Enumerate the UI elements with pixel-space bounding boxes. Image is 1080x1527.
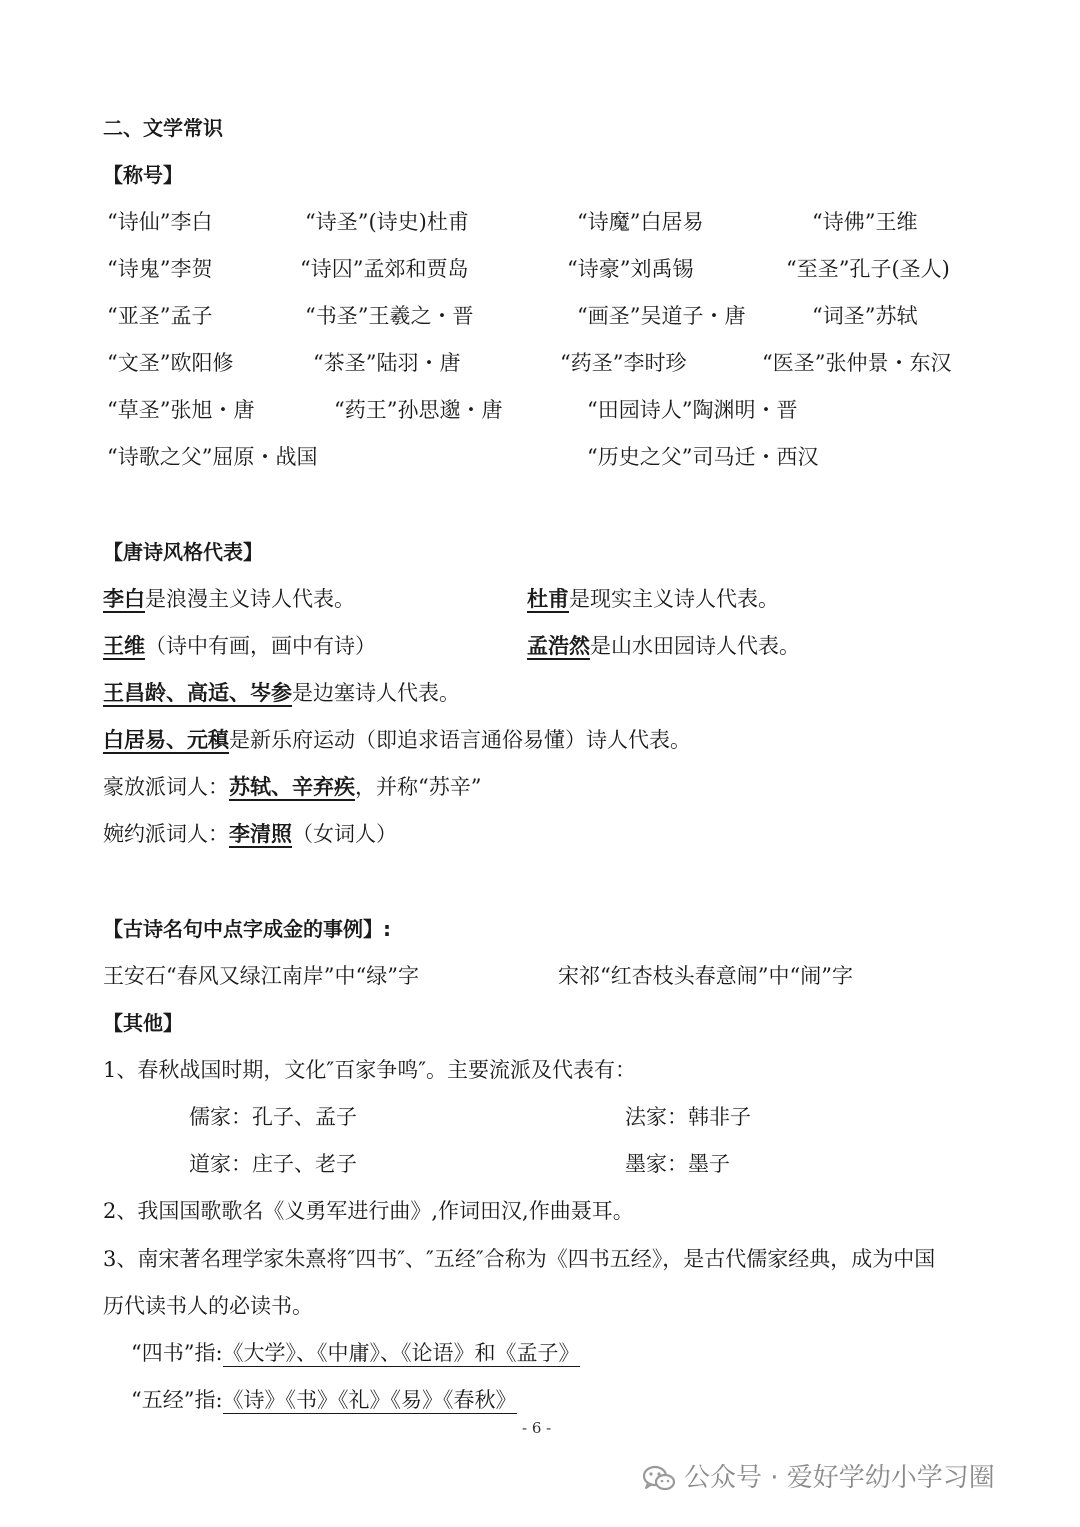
sishu-value: 《大学》、《中庸》、《论语》和《孟子》 <box>222 1341 580 1365</box>
other-item-3-line-1: 3、南宋著名理学家朱熹将″四书″、″五经″合称为《四书五经》，是古代儒家经典，成为中国 <box>103 1247 936 1271</box>
other-heading: 【其他】 <box>103 1011 183 1035</box>
label: 婉约派词人： <box>103 822 229 846</box>
tang-heading: 【唐诗风格代表】 <box>103 540 263 564</box>
title-entry: “药圣”李时珍 <box>560 351 687 375</box>
poet-name: 白居易、元稹 <box>103 728 229 752</box>
poet-name: 杜甫 <box>527 587 569 611</box>
title-entry: “书圣”王羲之・晋 <box>305 304 474 328</box>
title-entry: “茶圣”陆羽・唐 <box>313 351 461 375</box>
poet-desc: 是浪漫主义诗人代表。 <box>145 587 355 611</box>
section-title: 二、文学常识 <box>103 116 223 140</box>
tang-line-yuefu <box>103 725 691 755</box>
tang-line-wanyue <box>103 819 397 849</box>
poet-desc: 是现实主义诗人代表。 <box>569 587 779 611</box>
title-entry: “诗歌之父”屈原・战国 <box>107 445 318 469</box>
tang-line-haofang <box>103 772 481 802</box>
title-entry: “历史之父”司马迁・西汉 <box>587 445 819 469</box>
poet-name: 李清照 <box>229 822 292 846</box>
poet-name: 王维 <box>103 634 145 658</box>
poet-desc: ，并称“苏辛” <box>355 775 482 799</box>
label: “四书”指: <box>131 1341 223 1365</box>
other-item-1: 1、春秋战国时期，文化″百家争鸣″。主要流派及代表有： <box>103 1058 637 1082</box>
wujing-line <box>131 1385 517 1415</box>
wujing-value: 《诗》《书》《礼》《易》《春秋》 <box>222 1388 517 1412</box>
title-entry: “诗囚”孟郊和贾岛 <box>300 257 469 281</box>
title-entry: “至圣”孔子(圣人) <box>786 257 950 281</box>
title-entry: “文圣”欧阳修 <box>107 351 234 375</box>
poet-name: 孟浩然 <box>527 634 590 658</box>
titles-heading: 【称号】 <box>103 163 183 187</box>
sishu-line <box>131 1338 580 1368</box>
tang-line-frontier <box>103 678 460 708</box>
tang-line-libai <box>103 584 355 614</box>
poet-desc: （女词人） <box>292 822 397 846</box>
title-entry: “诗豪”刘禹锡 <box>567 257 694 281</box>
title-entry: “词圣”苏轼 <box>812 304 918 328</box>
title-entry: “诗仙”李白 <box>107 210 213 234</box>
title-entry: “诗鬼”李贺 <box>107 257 213 281</box>
title-entry: “画圣”吴道子・唐 <box>577 304 746 328</box>
poet-desc: （诗中有画，画中有诗） <box>145 634 376 658</box>
title-entry: “医圣”张仲景・东汉 <box>762 351 952 375</box>
school-rujia: 儒家：孔子、孟子 <box>189 1105 357 1129</box>
tang-line-menghaoran <box>527 631 800 661</box>
title-entry: “草圣”张旭・唐 <box>107 398 255 422</box>
school-mojia: 墨家：墨子 <box>625 1152 730 1176</box>
title-entry: “诗佛”王维 <box>812 210 918 234</box>
title-entry: “亚圣”孟子 <box>107 304 213 328</box>
poet-desc: 是边塞诗人代表。 <box>292 681 460 705</box>
school-fajia: 法家：韩非子 <box>625 1105 751 1129</box>
wechat-icon <box>641 1463 677 1493</box>
other-item-2: 2、我国国歌歌名《义勇军进行曲》,作词田汉,作曲聂耳。 <box>103 1199 634 1223</box>
poet-desc: 是新乐府运动（即追求语言通俗易懂）诗人代表。 <box>229 728 691 752</box>
page-number: - 6 - <box>522 1419 552 1437</box>
lian-example-left: 王安石“春风又绿江南岸”中“绿”字 <box>103 964 419 988</box>
lian-heading: 【古诗名句中点字成金的事例】: <box>103 917 391 941</box>
poet-name: 苏轼、辛弃疾 <box>229 775 355 799</box>
other-item-3-line-2: 历代读书人的必读书。 <box>103 1294 313 1318</box>
tang-line-wangwei <box>103 631 376 661</box>
title-entry: “药王”孙思邈・唐 <box>334 398 503 422</box>
watermark-text: 公众号 · 爱好学幼小学习圈 <box>684 1463 995 1493</box>
title-entry: “田园诗人”陶渊明・晋 <box>587 398 798 422</box>
lian-example-right: 宋祁“红杏枝头春意闹”中“闹”字 <box>558 964 853 988</box>
poet-name: 王昌龄、高适、岑参 <box>103 681 292 705</box>
poet-name: 李白 <box>103 587 145 611</box>
poet-desc: 是山水田园诗人代表。 <box>590 634 800 658</box>
title-entry: “诗圣”(诗史)杜甫 <box>305 210 469 234</box>
label: “五经”指: <box>131 1388 223 1412</box>
school-daojia: 道家：庄子、老子 <box>189 1152 357 1176</box>
label: 豪放派词人： <box>103 775 229 799</box>
tang-line-dufu <box>527 584 779 614</box>
title-entry: “诗魔”白居易 <box>577 210 704 234</box>
